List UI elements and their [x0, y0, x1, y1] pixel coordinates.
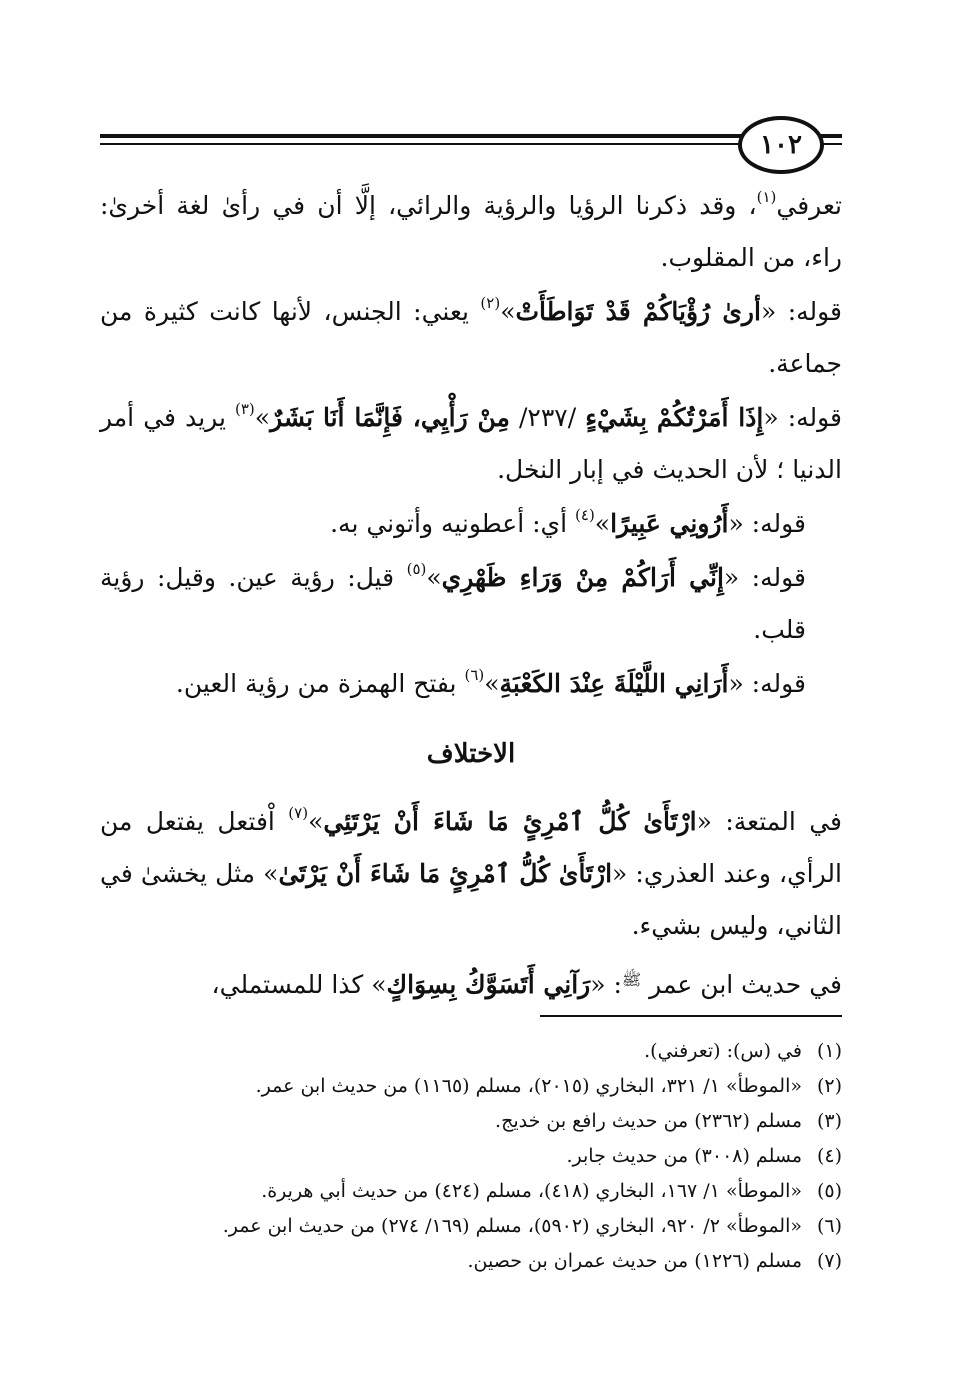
footnote-text: «الموطأ» ٢/ ٩٢٠، البخاري (٥٩٠٢)، مسلم (١٦٩/ ٢٧٤) من حديث ابن عمر.	[222, 1215, 802, 1237]
hadith-quote: مِنْ رَأْيِي، فَإِنَّمَا أَنَا بَشَرٌ	[270, 403, 510, 432]
paragraph-2	[100, 286, 842, 390]
footnote-ref-2: (٢)	[480, 294, 501, 312]
footnote-number: (١)	[816, 1040, 842, 1062]
text: »	[500, 297, 516, 326]
footnote-number: (٦)	[816, 1215, 842, 1237]
footnote-number: (٤)	[816, 1145, 842, 1167]
footnote-number: (٧)	[816, 1250, 842, 1272]
footnote-number: (٥)	[816, 1180, 842, 1202]
text: قوله: «	[723, 563, 806, 592]
hadith-quote: إِذَا أَمَرْتُكُمْ بِشَيْءٍ	[585, 403, 764, 432]
text: تعرفي	[776, 191, 842, 220]
paragraph-6	[100, 658, 842, 710]
text: أي: أعطونيه وأتوني به.	[330, 509, 576, 538]
footnote-separator	[540, 1015, 842, 1017]
page-header	[100, 112, 842, 172]
footnote	[122, 1209, 842, 1244]
footnote	[122, 1034, 842, 1069]
footnote-text: مسلم (١٢٢٦) من حديث عمران بن حصين.	[467, 1250, 802, 1272]
text: »	[594, 509, 611, 538]
footnote-text: مسلم (٣٠٠٨) من حديث جابر.	[566, 1145, 802, 1167]
footnote	[122, 1244, 842, 1279]
text: قوله: «	[728, 509, 806, 538]
paragraph-8	[100, 954, 842, 1011]
footnote-ref-4: (٤)	[575, 506, 595, 524]
main-text	[100, 180, 842, 1013]
footnote-text: «الموطأ» ١/ ١٦٧، البخاري (٤١٨)، مسلم (٤٢٤) من حديث أبي هريرة.	[261, 1180, 802, 1202]
text: قوله: «	[763, 403, 843, 432]
paragraph-3	[100, 392, 842, 496]
text: : «	[590, 970, 622, 999]
footnotes	[122, 1034, 842, 1279]
text: اْفتعل يفتعل من الرأي، وعند العذري: «	[100, 807, 842, 888]
footnote-number: (٢)	[816, 1075, 842, 1097]
manuscript-page-marker: /٢٣٧/	[509, 403, 586, 432]
text: »	[308, 807, 324, 836]
paragraph-1	[100, 180, 842, 284]
honorific-glyph: ﷺ	[621, 970, 642, 989]
text: »	[426, 563, 442, 592]
hadith-quote: إِنِّي أَرَاكُمْ مِنْ وَرَاءِ ظَهْرِي	[441, 563, 724, 592]
page-number: ١٠٢	[738, 116, 824, 174]
footnote-text: مسلم (٢٣٦٢) من حديث رافع بن خديج.	[495, 1110, 802, 1132]
footnote-ref-6: (٦)	[464, 666, 485, 684]
text: قوله: «	[728, 669, 806, 698]
section-title: الاختلاف	[426, 739, 516, 769]
footnote-text: في (س): (تعرفني).	[644, 1040, 802, 1062]
hadith-quote: رَآنِي أَتَسَوَّكُ بِسِوَاكٍ	[386, 970, 591, 999]
footnote-number: (٣)	[816, 1110, 842, 1132]
text: في حديث ابن عمر	[641, 970, 842, 999]
text: قوله: «	[760, 297, 842, 326]
text: » كذا للمستملي،	[211, 970, 387, 999]
text: يعني: الجنس، لأنها كانت كثيرة من جماعة.	[100, 297, 842, 378]
footnote	[122, 1104, 842, 1139]
hadith-quote: أَرَانِي اللَّيْلَةَ عِنْدَ الكَعْبَةِ	[499, 669, 729, 698]
hadith-quote: أرىٰ رُؤْيَاكُمْ قَدْ تَوَاطَأَتْ	[515, 297, 761, 326]
footnote-ref-3: (٣)	[235, 400, 255, 418]
text: في المتعة: «	[696, 807, 842, 836]
footnote	[122, 1174, 842, 1209]
text: »	[254, 403, 271, 432]
footnote-text: «الموطأ» ١/ ٣٢١، البخاري (٢٠١٥)، مسلم (١١٦٥) من حديث ابن عمر.	[255, 1075, 802, 1097]
footnote	[122, 1139, 842, 1174]
footnote-ref-7: (٧)	[288, 804, 309, 822]
paragraph-5	[100, 552, 842, 656]
text: »	[484, 669, 500, 698]
footnote-ref-5: (٥)	[406, 560, 427, 578]
hadith-quote: ارْتَأَىٰ كُلُّ ٱمْرِئٍ مَا شَاءَ أَنْ يَرْتَئِي	[323, 807, 697, 836]
text: بفتح الهمزة من رؤية العين.	[175, 669, 465, 698]
footnote-ref-1: (١)	[756, 188, 777, 206]
hadith-quote: ارْتَأَىٰ كُلُّ ٱمْرِئٍ مَا شَاءَ أَنْ يَرْتَىٰ	[278, 859, 613, 888]
text: قيل: رؤية عين. وقيل: رؤية قلب.	[100, 563, 806, 644]
footnote	[122, 1069, 842, 1104]
text: يريد في أمر الدنيا ؛ لأن الحديث في إبار النخل.	[100, 403, 842, 484]
header-rule	[100, 134, 842, 138]
text: » مثل يخشىٰ في الثاني، وليس بشيء.	[100, 859, 842, 940]
paragraph-4	[100, 498, 842, 550]
hadith-quote: أَرُونِي عَبِيرًا	[610, 509, 729, 538]
header-rule-thin	[100, 143, 842, 145]
text: ، وقد ذكرنا الرؤيا والرؤية والرائي، إلَّا أن في رأىٰ لغة أخرىٰ: راء، من المقلوب.	[100, 191, 842, 272]
paragraph-7	[100, 796, 842, 952]
